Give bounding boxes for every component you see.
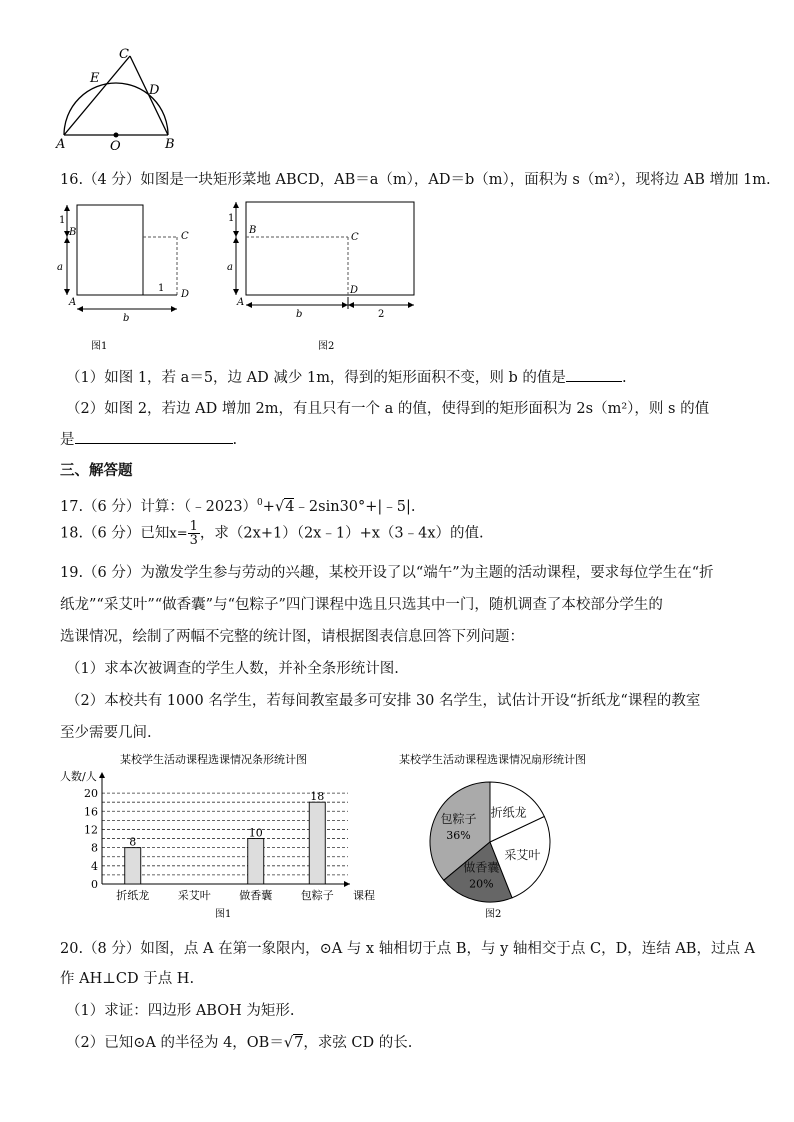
svg-text:b: b (123, 313, 130, 324)
bar (248, 839, 264, 884)
pie-slice-label: 采艾叶 (504, 847, 541, 862)
q19-line1: 19.（6 分）为激发学生参与劳动的兴趣，某校开设了以“端午”为主题的活动课程，要求每位学生在“折 (60, 565, 714, 581)
q16-figure-1 (55, 197, 205, 357)
q17: 17.（6 分）计算：（﹣2023）$^0$+√4﹣2sin30°+|﹣5|. (60, 498, 416, 515)
x-tick-label: 采艾叶 (177, 889, 211, 902)
fig15-label-a: A (56, 137, 66, 152)
q20-part1: （1）求证：四边形 ABOH 为矩形. (66, 1003, 295, 1019)
bar-data-label: 10 (248, 826, 263, 840)
y-tick-label: 20 (84, 787, 98, 801)
pie-chart-title: 某校学生活动课程选课情况扇形统计图 (399, 753, 586, 766)
fig15-label-d: D (149, 83, 160, 98)
fig15-label-o: O (110, 139, 121, 152)
q20-line1: 20.（8 分）如图，点 A 在第一象限内，⊙A 与 x 轴相切于点 B，与 y 轴相交于点 C，D，连结 AB，过点 A (60, 941, 756, 957)
pie-slice-percent: 36% (446, 829, 471, 843)
q16-fig2-caption: 图2 (318, 341, 335, 352)
pie-slice-label: 做香囊 (463, 860, 500, 875)
section-heading: 三、解答题 (60, 462, 133, 479)
q16-part1: （1）如图 1，若 a＝5，边 AD 减少 1m，得到的矩形面积不变，则 b 的值是 . (66, 367, 627, 388)
svg-text:B: B (249, 225, 257, 236)
x-axis-arrow (344, 881, 350, 887)
answer-blank[interactable] (75, 429, 233, 444)
pie-slice-label: 折纸龙 (490, 805, 527, 820)
bar-chart (60, 750, 390, 925)
pie-slice-percent: 20% (469, 877, 494, 891)
y-axis-arrow (99, 772, 105, 778)
svg-text:1: 1 (228, 213, 235, 224)
svg-text:B: B (69, 227, 77, 238)
q20-part2: （2）已知⊙A 的半径为 4，OB＝√7，求弦 CD 的长. (66, 1035, 413, 1051)
bar-chart-xlabel: 课程 (353, 889, 375, 902)
fig15-label-b: B (165, 137, 175, 152)
x-tick-label: 包粽子 (300, 889, 334, 902)
svg-text:a: a (57, 262, 63, 273)
x-tick-label: 做香囊 (239, 889, 273, 902)
q16-part2: （2）如图 2，若边 AD 增加 2m，有且只有一个 a 的值，使得到的矩形面积为 2s（m²），则 s 的值 (66, 401, 710, 417)
bar-chart-title: 某校学生活动课程选课情况条形统计图 (120, 753, 307, 766)
q19-line3: 选课情况，绘制了两幅不完整的统计图，请根据图表信息回答下列问题： (60, 629, 524, 645)
svg-text:1: 1 (59, 215, 66, 226)
bar-chart-ylabel: 人数/人 (60, 770, 97, 783)
svg-text:C: C (351, 232, 359, 243)
y-tick-label: 0 (91, 878, 98, 891)
y-tick-label: 12 (84, 823, 98, 837)
q18: 18.（6 分）已知x= $\frac{1}{3}$ ，求（2x+1）（2x﹣1）+x（3﹣4x）的值. (60, 519, 484, 548)
y-tick-label: 4 (91, 859, 98, 873)
svg-text:1: 1 (158, 283, 165, 294)
q19-part2: （2）本校共有 1000 名学生，若每间教室最多可安排 30 名学生，试估计开设“折纸龙“课程的教室 (66, 693, 701, 709)
svg-text:b: b (296, 309, 303, 320)
x-tick-label: 折纸龙 (116, 889, 150, 902)
svg-text:D: D (181, 289, 190, 300)
answer-blank[interactable] (566, 367, 622, 382)
pie-chart-caption: 图2 (485, 909, 502, 920)
fig15-semicircle (50, 42, 190, 152)
svg-text:D: D (350, 285, 359, 296)
bar-data-label: 8 (129, 835, 137, 849)
bar-data-label: 18 (310, 790, 325, 804)
svg-text:A: A (237, 297, 245, 308)
q16-part2-cont: 是 . (60, 429, 237, 450)
svg-text:A: A (69, 297, 77, 308)
bar (125, 848, 141, 884)
q16-stem: 16.（4 分）如图是一块矩形菜地 ABCD，AB＝a（m），AD＝b（m），面积为 s（m²），现将边 AB 增加 1m. (60, 172, 771, 188)
pie-slice-label: 包粽子 (440, 812, 477, 827)
svg-text:C: C (181, 231, 189, 242)
svg-text:2: 2 (378, 309, 385, 320)
y-tick-label: 16 (84, 805, 98, 819)
pie-chart (395, 750, 645, 925)
fig15-label-c: C (119, 47, 129, 62)
q19-line2: 纸龙”“采艾叶”“做香囊”与“包粽子”四门课程中选且只选其中一门，随机调查了本校部分学生的 (60, 597, 663, 613)
svg-text:a: a (227, 262, 233, 273)
q16-fig1-caption: 图1 (91, 341, 108, 352)
bar-chart-caption: 图1 (215, 909, 232, 920)
fig15-label-e: E (90, 71, 100, 86)
y-tick-label: 8 (91, 841, 98, 855)
q20-line2: 作 AH⊥CD 于点 H. (60, 971, 195, 987)
bar (309, 802, 325, 884)
q19-part1: （1）求本次被调查的学生人数，并补全条形统计图. (66, 661, 399, 677)
q19-part2-cont: 至少需要几间. (60, 725, 152, 741)
q16-figure-2 (222, 197, 432, 357)
